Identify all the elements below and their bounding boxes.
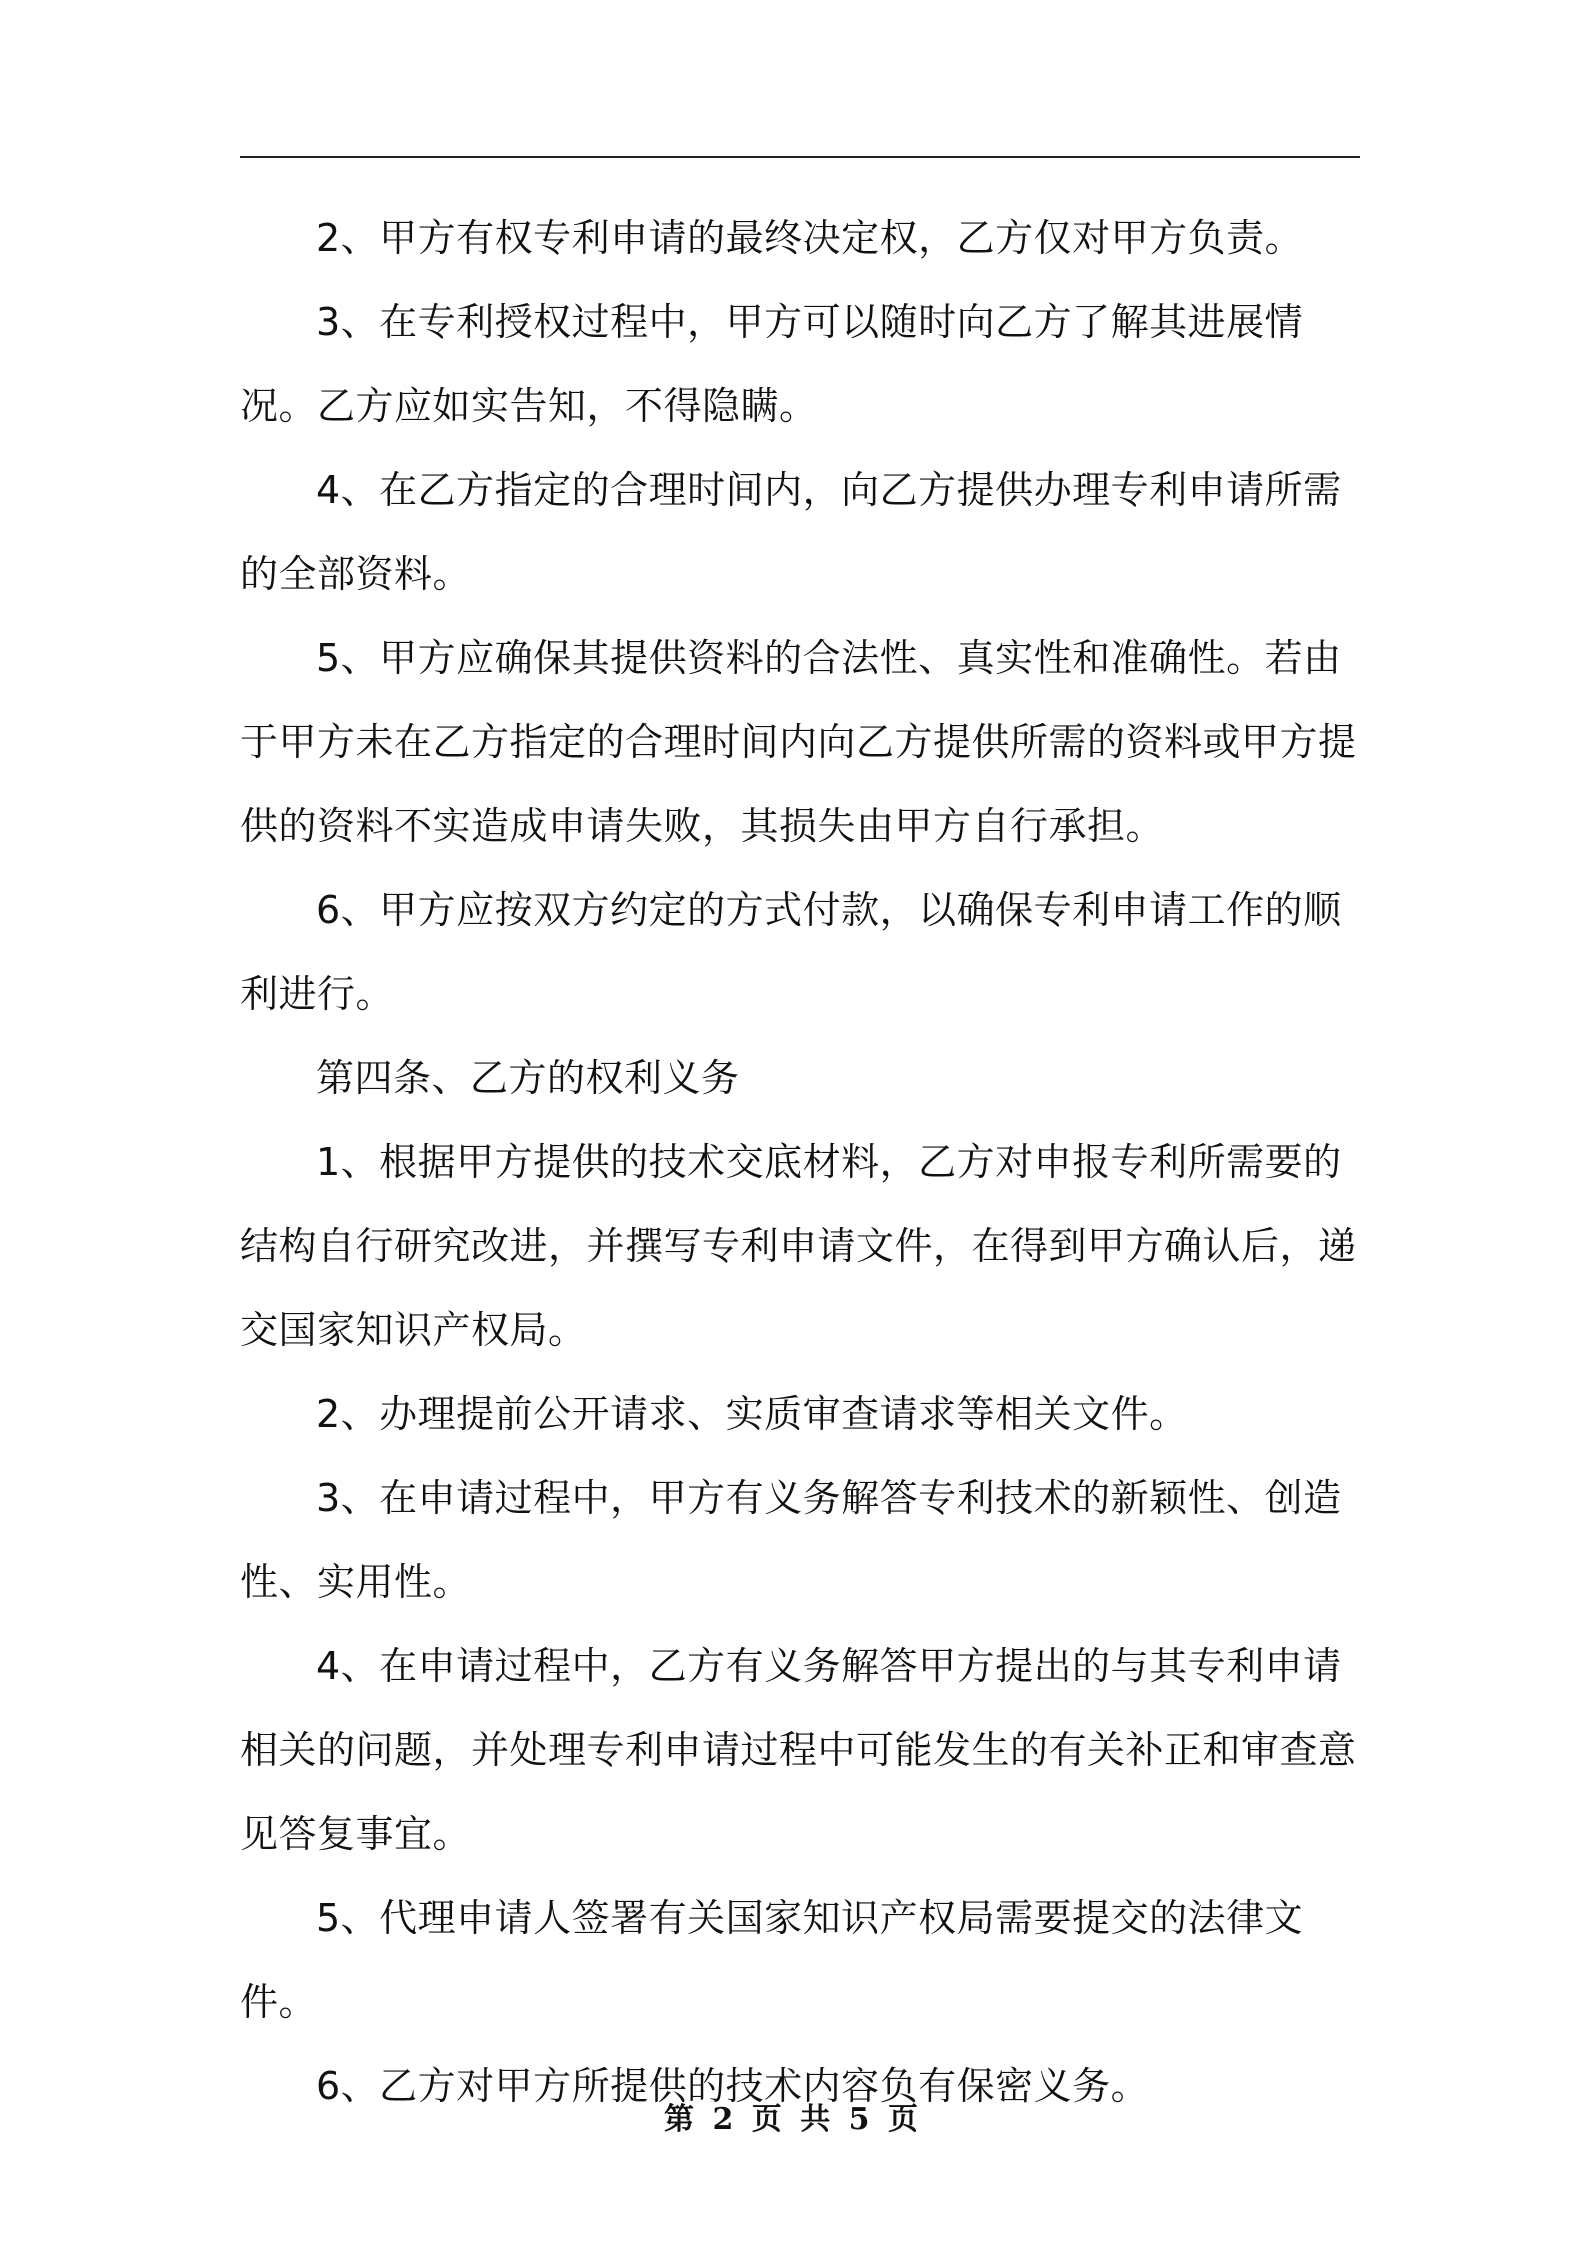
paragraph: 4、在乙方指定的合理时间内，向乙方提供办理专利申请所需的全部资料。 [240, 468, 1342, 596]
paragraph: 2、办理提前公开请求、实质审查请求等相关文件。 [316, 1392, 1188, 1436]
paragraph: 3、在专利授权过程中，甲方可以随时向乙方了解其进展情况。乙方应如实告知，不得隐瞒。 [240, 300, 1304, 428]
paragraph: 6、乙方对甲方所提供的技术内容负有保密义务。 [316, 2064, 1150, 2108]
paragraph: 1、根据甲方提供的技术交底材料，乙方对申报专利所需要的结构自行研究改进，并撰写专利申请文件，在得到甲方确认后，递交国家知识产权局。 [240, 1140, 1357, 1352]
section-heading: 第四条、乙方的权利义务 [316, 1056, 740, 1100]
paragraph: 3、在申请过程中，甲方有义务解答专利技术的新颖性、创造性、实用性。 [240, 1476, 1342, 1604]
paragraph: 4、在申请过程中，乙方有义务解答甲方提出的与其专利申请相关的问题，并处理专利申请过程中可能发生的有关补正和审查意见答复事宜。 [240, 1644, 1357, 1856]
paragraph: 5、甲方应确保其提供资料的合法性、真实性和准确性。若由于甲方未在乙方指定的合理时间内向乙方提供所需的资料或甲方提供的资料不实造成申请失败，其损失由甲方自行承担。 [240, 636, 1357, 848]
paragraph: 2、甲方有权专利申请的最终决定权，乙方仅对甲方负责。 [316, 216, 1304, 260]
document-body [240, 196, 1370, 2128]
page-number: 第 2 页 共 5 页 [664, 2102, 922, 2137]
paragraph: 5、代理申请人签署有关国家知识产权局需要提交的法律文件。 [240, 1896, 1304, 2024]
paragraph: 6、甲方应按双方约定的方式付款，以确保专利申请工作的顺利进行。 [240, 888, 1342, 1016]
header-rule [240, 156, 1360, 158]
